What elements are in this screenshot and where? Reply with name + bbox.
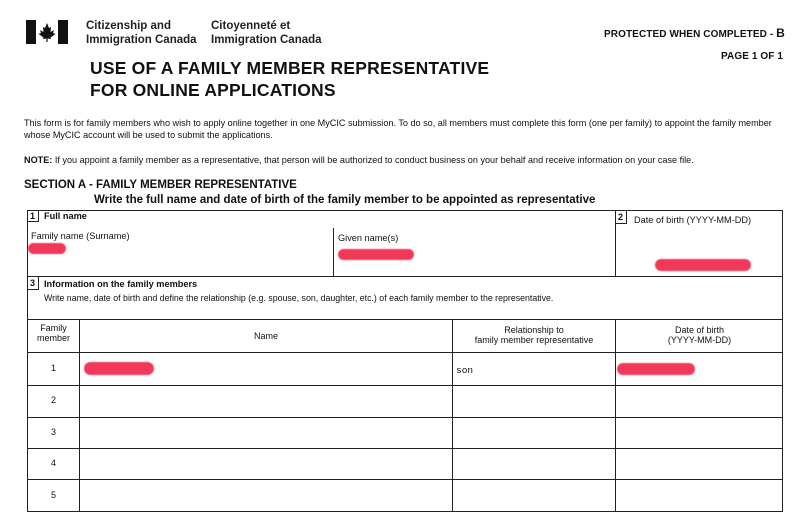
- field-number-2: 2: [615, 210, 627, 224]
- section-a-title: SECTION A - FAMILY MEMBER REPRESENTATIVE: [24, 179, 297, 191]
- table-row-divider: [27, 448, 783, 449]
- table-row-divider: [27, 385, 783, 386]
- intro-paragraph: This form is for family members who wish to apply online together in one MyCIC submission. To do so, all members must complete this form (one per family) to appoint the family member whose MyCIC account will be used to submit the applications.: [24, 118, 772, 140]
- row-number: 2: [50, 395, 56, 405]
- representative-dob-field[interactable]: [655, 259, 751, 271]
- table-header-divider: [27, 352, 783, 353]
- dept-fr-line1: Citoyenneté et: [211, 20, 291, 32]
- member-1-dob-field[interactable]: [617, 363, 695, 375]
- header-relationship: Relationship to family member representative: [474, 325, 594, 345]
- dept-en-line2: Immigration Canada: [86, 34, 197, 46]
- table-row-divider: [27, 479, 783, 480]
- header-name: Name: [253, 331, 278, 341]
- header-family-member: Family member: [36, 323, 70, 343]
- full-name-label: Full name: [44, 211, 87, 221]
- row-number: 4: [50, 458, 56, 468]
- family-info-instructions: Write name, date of birth and define the relationship (e.g. spouse, son, daughter, etc.) of each family member to the representative.: [44, 293, 554, 303]
- form-title: [90, 57, 489, 101]
- family-name-field[interactable]: [28, 243, 66, 254]
- name-divider: [333, 228, 334, 277]
- dept-fr-line2: Immigration Canada: [211, 34, 322, 46]
- note-label: NOTE:: [24, 155, 53, 165]
- protected-label: PROTECTED WHEN COMPLETED - B: [604, 26, 785, 40]
- field-number-3: 3: [27, 276, 39, 290]
- given-name-field[interactable]: [338, 249, 414, 260]
- dept-en-line1: Citizenship and: [86, 20, 171, 32]
- table-col-divider-1: [79, 319, 80, 512]
- date-of-birth-label: Date of birth (YYYY-MM-DD): [634, 215, 752, 225]
- header-date-of-birth: Date of birth (YYYY-MM-DD): [667, 325, 732, 345]
- canada-flag-icon: [26, 20, 68, 44]
- department-name-english: [86, 19, 197, 47]
- given-name-label: Given name(s): [338, 233, 399, 243]
- note-paragraph: [24, 154, 784, 166]
- title-line1: USE OF A FAMILY MEMBER REPRESENTATIVE: [90, 58, 490, 78]
- section-a-subtitle: Write the full name and date of birth of the family member to be appointed as representative: [94, 194, 596, 206]
- field-number-1: 1: [27, 210, 39, 222]
- member-1-relationship[interactable]: son: [456, 365, 474, 376]
- row-number: 5: [50, 490, 56, 500]
- family-info-label: Information on the family members: [44, 279, 198, 289]
- family-members-table: [27, 319, 783, 512]
- row-number: 3: [50, 427, 56, 437]
- title-line2: FOR ONLINE APPLICATIONS: [90, 80, 336, 100]
- member-1-name-field[interactable]: [84, 362, 154, 375]
- row-number: 1: [50, 363, 56, 373]
- table-col-divider-2: [452, 319, 453, 512]
- family-name-label: Family name (Surname): [31, 231, 130, 241]
- full-name-box: [27, 210, 616, 277]
- protected-letter: B: [776, 26, 785, 40]
- department-name-french: [211, 19, 322, 47]
- note-text: If you appoint a family member as a representative, that person will be authorized to conduct business on your behalf and receive information on your case file.: [52, 155, 694, 165]
- table-col-divider-3: [615, 319, 616, 512]
- page-number: PAGE 1 OF 1: [721, 51, 784, 62]
- table-row-divider: [27, 417, 783, 418]
